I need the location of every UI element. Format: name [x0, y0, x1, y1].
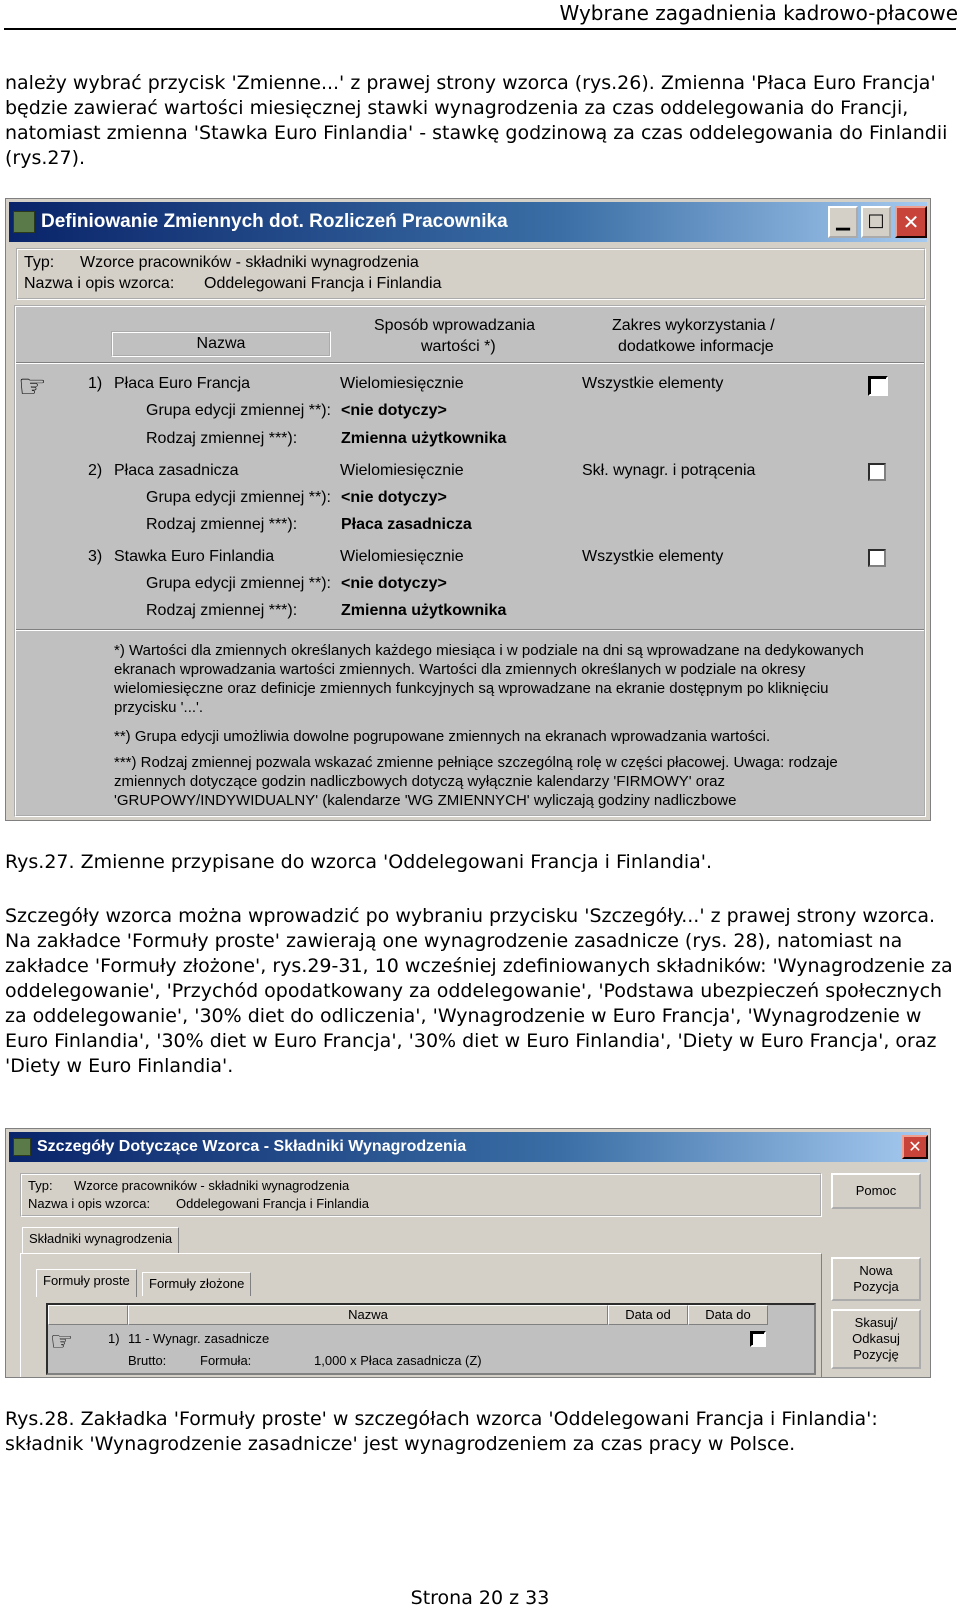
skasuj-label-3: Pozycję	[853, 1347, 899, 1362]
row1-rodzaj-label: Rodzaj zmiennej ***):	[146, 430, 298, 447]
tab-skladniki-wynagrodzenia[interactable]	[22, 1227, 179, 1253]
row3-zakres[interactable]: Wszystkie elementy	[582, 548, 724, 565]
skasuj-label-1: Skasuj/	[854, 1315, 898, 1330]
maximize-button[interactable]	[861, 206, 891, 238]
nowa-pozycja-button[interactable]	[831, 1257, 921, 1301]
note-2: **) Grupa edycji umożliwia dowolne pogrupowane zmiennych na ekranach wprowadzania wartości.	[114, 728, 771, 745]
row1-grupa-value[interactable]: <nie dotyczy>	[341, 402, 447, 419]
col-blank-header[interactable]	[48, 1305, 128, 1325]
page-footer: Strona 20 z 33	[410, 1587, 550, 1609]
row3-checkbox[interactable]	[868, 549, 886, 567]
close-button[interactable]	[895, 206, 927, 238]
tab-proste-label: Formuły proste	[43, 1273, 130, 1288]
window-szczegoly-wzorca	[5, 1128, 931, 1378]
row3-name[interactable]: Stawka Euro Finlandia	[114, 548, 275, 565]
tab-zlozone-label: Formuły złożone	[149, 1276, 245, 1291]
skasuj-odkasuj-button[interactable]	[831, 1309, 921, 1369]
row2-rodzaj-label: Rodzaj zmiennej ***):	[146, 516, 298, 533]
window-definiowanie-zmiennych	[5, 198, 931, 821]
maximize-icon: □	[867, 210, 885, 231]
row3-rodzaj-label: Rodzaj zmiennej ***):	[146, 602, 298, 619]
row3-sposob[interactable]: Wielomiesięcznie	[340, 548, 464, 565]
row2-name[interactable]: Płaca zasadnicza	[114, 462, 239, 479]
row1-zakres[interactable]: Wszystkie elementy	[582, 375, 724, 392]
typ-label: Typ:	[24, 254, 55, 271]
row2-sposob[interactable]: Wielomiesięcznie	[340, 462, 464, 479]
notes-separator	[16, 629, 924, 631]
nowa-label-2: Pozycja	[853, 1279, 899, 1294]
note-1: *) Wartości dla zmiennych określanych każdego miesiąca i w podziale na dni są wprowadzane na dedykowanych ekranach wprowadzania wartości zmiennych. Wartości dla zmiennych określanych w podziale na okresy wielomiesięczne oraz definicje zmiennych funkcyjnych są wprowadzane na ekranie dostępnym po kliknięciu przycisku '...'.	[114, 642, 864, 716]
title-bar[interactable]	[9, 202, 927, 242]
app-icon	[13, 211, 35, 233]
minimize-button[interactable]	[828, 206, 858, 238]
nowa-label-1: Nowa	[859, 1263, 893, 1278]
row1-name[interactable]: Płaca Euro Francja	[114, 375, 251, 392]
paragraph-intro: należy wybrać przycisk 'Zmienne...' z prawej strony wzorca (rys.26). Zmienna 'Płaca Euro Francja' będzie zawierać wartości miesięcznej stawki wynagrodzenia za czas oddelegowania do Francji, natomiast zmienna 'Stawka Euro Finlandia' - stawkę godzinową za czas oddelegowania do Finlandii (rys.27).	[5, 72, 948, 169]
pointing-hand-icon: ☞	[18, 368, 47, 404]
typ-label: Typ:	[28, 1178, 53, 1193]
nazwa-label: Nazwa i opis wzorca:	[28, 1196, 151, 1211]
typ-value: Wzorce pracowników - składniki wynagrodzenia	[74, 1178, 350, 1193]
note-3: ***) Rodzaj zmiennej pozwala wskazać zmienne pełniące szczególną rolę w części płacowej. Uwaga: rodzaje zmiennych dotyczące godzin nadliczbowych dotyczą wyłącznie kalendarzy 'FIRMOWY' oraz 'GRUPOWY/INDYWIDUALNY' (kalendarze 'WG ZMIENNYCH' wyliczają godziny nadliczbowe	[114, 754, 838, 809]
col-nazwa-header[interactable]	[111, 331, 331, 357]
row2-rodzaj-value[interactable]: Płaca zasadnicza	[341, 516, 472, 533]
row-formula-value[interactable]: 1,000 x Płaca zasadnicza (Z)	[314, 1353, 482, 1368]
row2-checkbox[interactable]	[868, 463, 886, 481]
tab-formuly-proste[interactable]	[36, 1269, 137, 1297]
caption-rys28: Rys.28. Zakładka 'Formuły proste' w szczegółach wzorca 'Oddelegowani Francja i Finlandia': składnik 'Wynagrodzenie zasadnicze' jest wynagrodzeniem za czas pracy w Polsce.	[5, 1408, 878, 1455]
row-name[interactable]: 11 - Wynagr. zasadnicze	[128, 1331, 270, 1346]
header-rule	[4, 28, 956, 30]
page-header: Wybrane zagadnienia kadrowo-płacowe	[559, 1, 958, 25]
close-button[interactable]	[902, 1135, 928, 1159]
row2-zakres[interactable]: Skł. wynagr. i potrącenia	[582, 462, 756, 479]
tab-formuly-zlozone[interactable]	[142, 1272, 251, 1296]
nazwa-label: Nazwa i opis wzorca:	[24, 275, 175, 292]
col-sposob-header-1: Sposób wprowadzania	[374, 317, 535, 334]
col-data-od-label: Data od	[625, 1307, 671, 1322]
tab-skladniki-label: Składniki wynagrodzenia	[29, 1231, 173, 1246]
col-nazwa-text: Nazwa	[196, 335, 246, 352]
row3-rodzaj-value[interactable]: Zmienna użytkownika	[341, 602, 507, 619]
info-groupbox	[20, 1173, 822, 1217]
close-icon: ✕	[908, 1137, 922, 1156]
paragraph-details: Szczegóły wzorca można wprowadzić po wybraniu przycisku 'Szczegóły...' z prawej strony wzorca. Na zakładce 'Formuły proste' zawierają one wynagrodzenie zasadnicze (rys. 28), natomiast na zakładce 'Formuły złożone', rys.29-31, 10 wcześniej zdefiniowanych składników: 'Wynagrodzenie za oddelegowanie', 'Przychód opodatkowany za oddelegowanie', 'Podstawa ubezpieczeń społecznych za oddelegowanie', '30% diet do odliczenia', 'Wynagrodzenie w Euro Francja', 'Wynagrodzenie w Euro Finlandia', '30% diet w Euro Francja', '30% diet w Euro Finlandia', 'Diety w Euro Francja', oraz 'Diety w Euro Finlandia'.	[5, 905, 953, 1077]
pomoc-label: Pomoc	[855, 1183, 897, 1198]
row1-rodzaj-value[interactable]: Zmienna użytkownika	[341, 430, 507, 447]
pomoc-button[interactable]	[831, 1173, 921, 1209]
typ-value: Wzorce pracowników - składniki wynagrodzenia	[80, 254, 419, 271]
col-data-do-header[interactable]	[688, 1305, 768, 1325]
row-checkbox[interactable]	[750, 1331, 766, 1347]
col-data-do-label: Data do	[705, 1307, 751, 1322]
components-list	[46, 1303, 816, 1375]
close-icon: ✕	[902, 210, 920, 234]
info-groupbox	[16, 248, 926, 300]
minimize-icon: ▁	[836, 210, 850, 231]
nazwa-value: Oddelegowani Francja i Finlandia	[176, 1196, 369, 1211]
col-nazwa-header[interactable]	[128, 1305, 608, 1325]
row1-num: 1)	[88, 375, 103, 392]
header-separator	[16, 362, 924, 364]
row1-checkbox[interactable]	[868, 376, 888, 396]
app-icon	[13, 1138, 31, 1156]
row1-grupa-label: Grupa edycji zmiennej **):	[146, 402, 331, 419]
row2-grupa-value[interactable]: <nie dotyczy>	[341, 489, 447, 506]
window-title: Szczegóły Dotyczące Wzorca - Składniki Wynagrodzenia	[37, 1138, 467, 1155]
col-data-od-header[interactable]	[608, 1305, 688, 1325]
title-bar[interactable]	[9, 1132, 927, 1162]
variables-panel	[14, 305, 926, 817]
skasuj-label-2: Odkasuj	[852, 1331, 900, 1346]
row1-sposob[interactable]: Wielomiesięcznie	[340, 375, 464, 392]
col-nazwa-label: Nazwa	[348, 1307, 388, 1322]
caption-rys27: Rys.27. Zmienne przypisane do wzorca 'Oddelegowani Francja i Finlandia'.	[5, 851, 713, 873]
pointing-hand-icon: ☞	[50, 1326, 74, 1356]
row2-num: 2)	[88, 462, 103, 479]
col-zakres-header-1: Zakres wykorzystania /	[612, 317, 775, 334]
row3-num: 3)	[88, 548, 103, 565]
row2-grupa-label: Grupa edycji zmiennej **):	[146, 489, 331, 506]
col-zakres-header-2: dodatkowe informacje	[618, 338, 774, 355]
col-sposob-header-2: wartości *)	[421, 338, 496, 355]
row-num: 1)	[108, 1331, 120, 1346]
row3-grupa-label: Grupa edycji zmiennej **):	[146, 575, 331, 592]
window-title: Definiowanie Zmiennych dot. Rozliczeń Pracownika	[41, 211, 508, 232]
row-formula-label: Formuła:	[200, 1353, 252, 1368]
row-brutto-label: Brutto:	[128, 1353, 167, 1368]
row3-grupa-value[interactable]: <nie dotyczy>	[341, 575, 447, 592]
nazwa-value: Oddelegowani Francja i Finlandia	[204, 275, 442, 292]
